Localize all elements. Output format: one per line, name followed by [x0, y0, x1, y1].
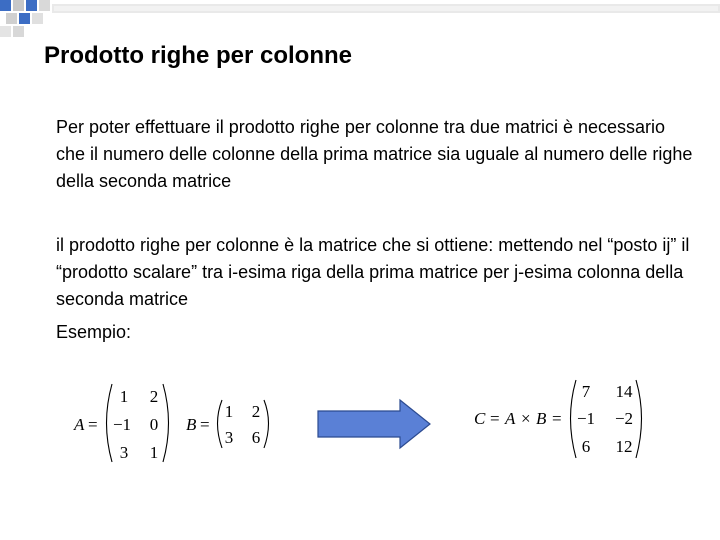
- matrix-a-name: A: [74, 415, 85, 434]
- matrix-a-right-bracket: [163, 384, 169, 462]
- result-a-name: A: [505, 409, 516, 428]
- result-cell: 14: [615, 382, 633, 401]
- result-cell: −2: [614, 409, 634, 428]
- result-left-bracket: [571, 380, 577, 458]
- result-b-name: B: [536, 409, 547, 428]
- matrix-b-cell: 1: [224, 402, 234, 421]
- result-cell: 7: [581, 382, 591, 401]
- result-right-bracket: [636, 380, 642, 458]
- right-arrow-icon: [318, 400, 430, 448]
- example-label: Esempio:: [56, 322, 132, 342]
- paragraph-condition: Per poter effettuare il prodotto righe per colonne tra due matrici è necessario che il numero delle colonne della prima matrice sia uguale al numero delle righe della seconda matrice: [56, 117, 693, 191]
- matrix-a-cell: −1: [112, 415, 132, 434]
- matrix-a-equals: =: [88, 415, 98, 434]
- matrix-a-cell: 3: [119, 443, 129, 462]
- matrix-b-cell: 3: [224, 428, 234, 447]
- result-c-name: C: [474, 409, 486, 428]
- result-cell: 6: [581, 437, 591, 456]
- matrix-b-cell: 6: [251, 428, 261, 447]
- matrix-a-cell: 2: [149, 387, 159, 406]
- result-cell: 12: [615, 437, 633, 456]
- result-cell: −1: [576, 409, 596, 428]
- result-equals-2: =: [552, 409, 562, 428]
- matrix-a-cell: 1: [119, 387, 129, 406]
- matrix-a-cell: 0: [149, 415, 159, 434]
- matrix-b-left-bracket: [218, 400, 223, 448]
- matrix-b-name: B: [186, 415, 197, 434]
- result-equals-1: =: [490, 409, 500, 428]
- matrix-a-left-bracket: [107, 384, 113, 462]
- matrix-a-cell: 1: [149, 443, 159, 462]
- matrix-b-right-bracket: [264, 400, 269, 448]
- result-times: ×: [521, 409, 531, 428]
- matrix-b-equals: =: [200, 415, 210, 434]
- slide-title: Prodotto righe per colonne: [44, 42, 353, 69]
- paragraph-definition: il prodotto righe per colonne è la matrice che si ottiene: mettendo nel “posto ij” il “prodotto scalare” tra i-esima riga della prima matrice per j-esima colonna della seconda matrice: [56, 235, 690, 309]
- matrix-b-cell: 2: [251, 402, 261, 421]
